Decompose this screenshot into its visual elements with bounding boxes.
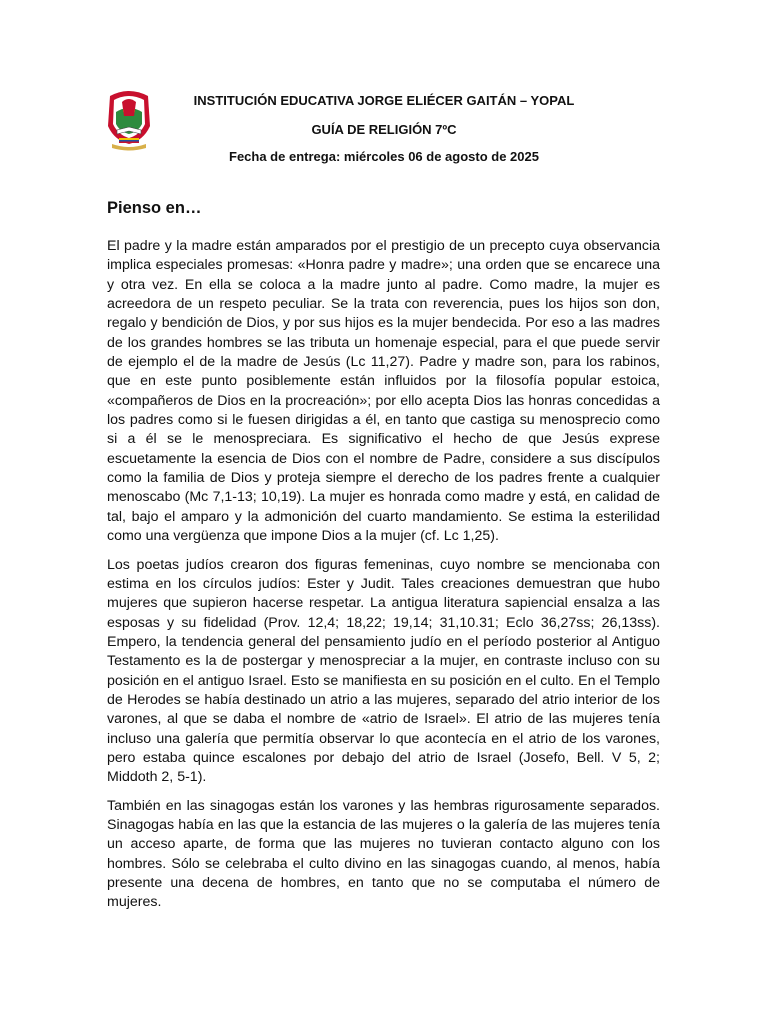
due-date-line — [150, 149, 618, 165]
due-date-label: Fecha de entrega — [229, 149, 336, 164]
guide-title: GUÍA DE RELIGIÓN 7ºC — [311, 122, 457, 137]
paragraph-1: El padre y la madre están amparados por el prestigio de un precepto cuya observancia implica especiales promesas: «Honra padre y madre»; una orden que se encarece una y otra vez. En ella se coloca a la madre junto al padre. Como madre, la mujer es acreedora de un respeto peculiar. Se la trata con reverencia, pues los hijos son don, regalo y bendición de Dios, y por sus hijos es la mujer bendecida. Por eso a las madres de los grandes hombres se las tributa un homenaje especial, para el que puede servir de ejemplo el de la madre de Jesús (Lc 11,27). Padre y madre son, para los rabinos, que en este punto posiblemente están influidos por la filosofía popular estoica, «compañeros de Dios en la procreación»; por ello acepta Dios las honras concedidas a los padres como si le fuesen dirigidas a él, en tanto que castiga su menosprecio como si a él se le menospreciara. Es significativo el hecho de que Jesús exprese escuetamente la esencia de Dios con el nombre de Padre, considere a sus discípulos como la familia de Dios y proteja siempre el derecho de los padres frente a cualquier menoscabo (Mc 7,1-13; 10,19). La mujer es honrada como madre y está, en calidad de tal, bajo el amparo y la admonición del cuarto mandamiento. Se estima la esterilidad como una vergüenza que impone Dios a la mujer (cf. Lc 1,25). — [107, 238, 660, 545]
school-crest-icon — [104, 86, 154, 152]
institution-name: INSTITUCIÓN EDUCATIVA JORGE ELIÉCER GAITÁN – YOPAL — [193, 93, 575, 108]
section-heading: Pienso en… — [107, 199, 202, 217]
paragraph-2: Los poetas judíos crearon dos figuras femeninas, cuyo nombre se mencionaba con estima en los círculos judíos: Ester y Judit. Tales creaciones demuestran que hubo mujeres que supieron hacerse respetar. La antigua literatura sapiencial ensalza a las esposas y su fidelidad (Prov. 12,4; 18,22; 19,14; 31,10.31; Eclo 36,27ss; 26,13ss). Empero, la tendencia general del pensamiento judío en el período posterior al Antiguo Testamento es la de postergar y menospreciar a la mujer, en contraste incluso con su posición en el antiguo Israel. Esto se manifiesta en su posición en el culto. En el Templo de Herodes se había destinado un atrio a las mujeres, separado del atrio interior de los varones, al que se daba el nombre de «atrio de Israel». El atrio de las mujeres tenía incluso una galería que permitía observar lo que acontecía en el atrio de los varones, pero estaba quince escalones por debajo del atrio de Israel (Josefo, Bell. V 5, 2; Middoth 2, 5-1). — [107, 556, 660, 786]
due-date-value: : miércoles 06 de agosto de 2025 — [335, 149, 539, 164]
crest-graphic — [104, 86, 154, 152]
document-body — [107, 237, 660, 922]
paragraph-3: También en las sinagogas están los varones y las hembras rigurosamente separados. Sinagogas había en las que la estancia de las mujeres o la galería de las mujeres tenía un acceso aparte, de forma que las mujeres no tuvieran contacto alguno con los hombres. Sólo se celebraba el culto divino en las sinagogas cuando, al menos, había presente una decena de hombres, en tanto que no se computaba el número de mujeres. — [107, 797, 660, 911]
